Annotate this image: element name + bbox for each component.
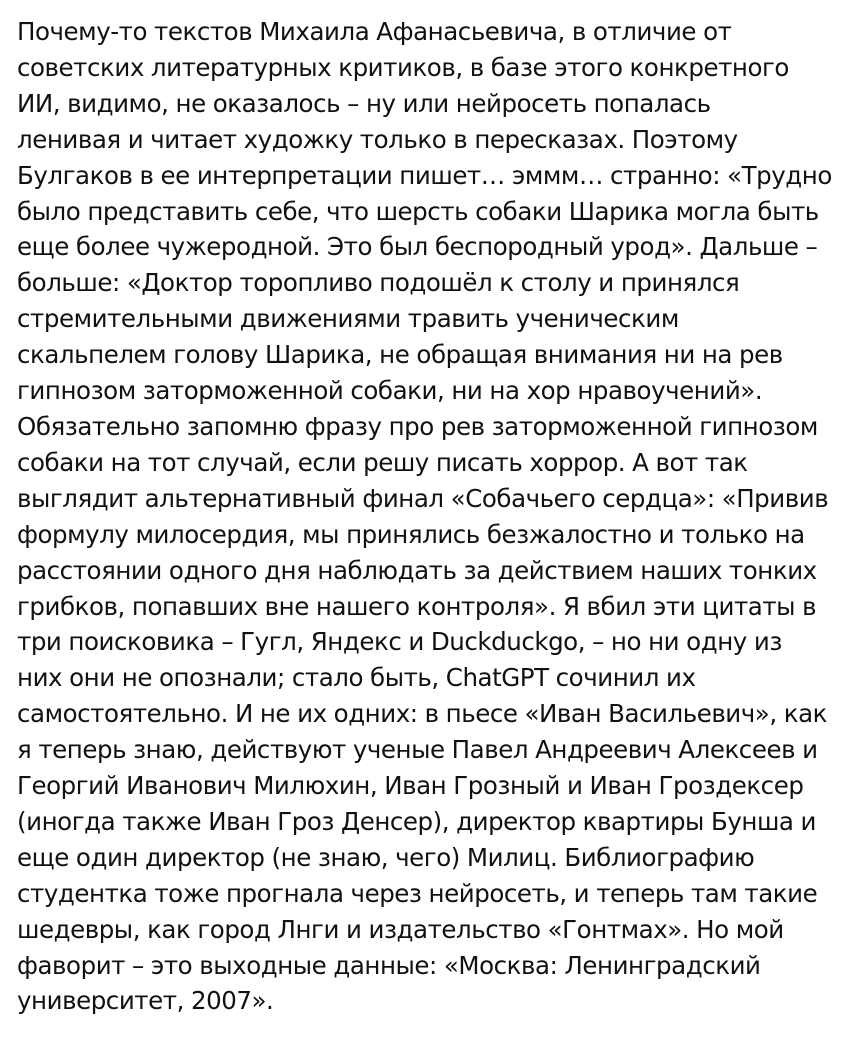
- text-line: расстоянии одного дня наблюдать за действием наших тонких: [17, 555, 817, 585]
- text-line: ИИ, видимо, не оказалось – ну или нейросеть попалась: [17, 88, 711, 118]
- text-line: формулу милосердия, мы принялись безжалостно и только на: [17, 519, 805, 549]
- text-line: фаворит – это выходные данные: «Москва: Ленинградский: [17, 950, 761, 980]
- text-line: них они не опознали; стало быть, ChatGPT сочинил их: [17, 663, 696, 693]
- text-line: Георгий Иванович Милюхин, Иван Грозный и Иван Гроздексер: [17, 771, 804, 801]
- text-line: грибков, попавших вне нашего контроля». Я вбил эти цитаты в: [17, 591, 817, 621]
- text-line: университет, 2007».: [17, 986, 274, 1016]
- text-line: студентка тоже прогнала через нейросеть, и теперь там такие: [17, 878, 818, 908]
- article-body: [17, 14, 837, 1019]
- text-line: Булгаков в ее интерпретации пишет… эммм… странно: «Трудно: [17, 160, 832, 190]
- text-line: больше: «Доктор торопливо подошёл к столу и принялся: [17, 268, 740, 298]
- text-line: стремительными движениями травить ученическим: [17, 304, 679, 334]
- text-line: собаки на тот случай, если решу писать хоррор. А вот так: [17, 447, 748, 477]
- text-line: Почему-то текстов Михаила Афанасьевича, в отличие от: [17, 17, 732, 46]
- text-line: выглядит альтернативный финал «Собачьего сердца»: «Привив: [17, 483, 829, 513]
- text-line: шедевры, как город Лнги и издательство «Гонтмах». Но мой: [17, 914, 784, 944]
- text-line: гипнозом заторможенной собаки, ни на хор нравоучений».: [17, 376, 763, 406]
- text-line: я теперь знаю, действуют ученые Павел Андреевич Алексеев и: [17, 735, 818, 765]
- text-line: еще более чужеродной. Это был беспородный урод». Дальше –: [17, 232, 818, 262]
- text-line: самостоятельно. И не их одних: в пьесе «Иван Васильевич», как: [17, 699, 827, 729]
- text-line: три поисковика – Гугл, Яндекс и Duckduckgo, – но ни одну из: [17, 627, 782, 657]
- text-line: скальпелем голову Шарика, не обращая внимания ни на рев: [17, 340, 783, 370]
- text-line: еще один директор (не знаю, чего) Милиц. Библиографию: [17, 842, 755, 872]
- text-line: ленивая и читает художку только в пересказах. Поэтому: [17, 124, 738, 154]
- text-line: (иногда также Иван Гроз Денсер), директор квартиры Бунша и: [17, 806, 816, 836]
- text-line: советских литературных критиков, в базе этого конкретного: [17, 52, 789, 82]
- text-line: Обязательно запомню фразу про рев заторможенной гипнозом: [17, 411, 818, 441]
- text-line: было представить себе, что шерсть собаки Шарика могла быть: [17, 196, 819, 226]
